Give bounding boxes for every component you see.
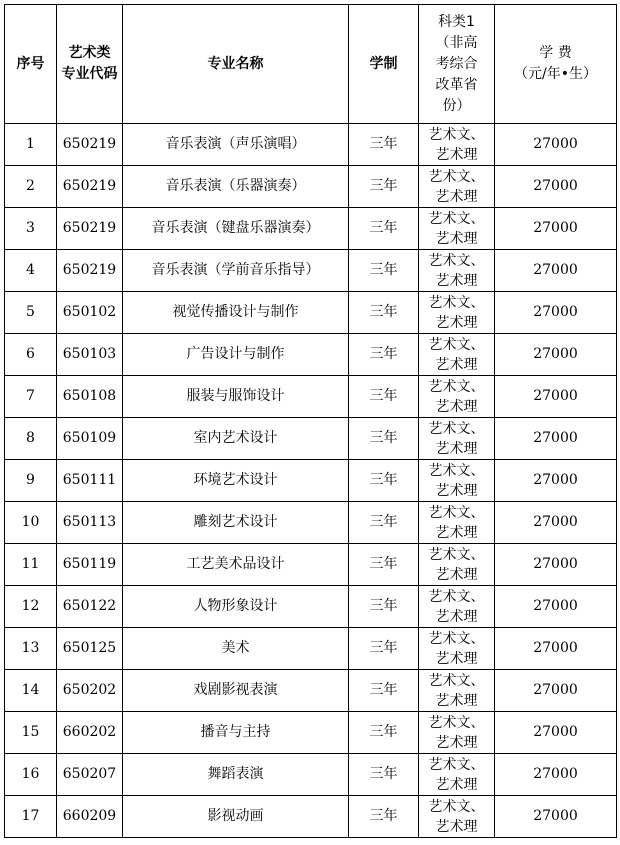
row-name: 服装与服饰设计 <box>123 376 349 418</box>
majors-table <box>4 4 617 838</box>
row-duration: 三年 <box>349 460 419 502</box>
row-category <box>419 250 495 292</box>
row-name: 工艺美术品设计 <box>123 544 349 586</box>
row-name: 戏剧影视表演 <box>123 670 349 712</box>
row-duration: 三年 <box>349 376 419 418</box>
row-fee: 27000 <box>495 502 617 544</box>
row-category-line2: 艺术理 <box>435 440 478 457</box>
row-category-line1: 艺术文、 <box>428 546 485 563</box>
row-category-line1: 艺术文、 <box>428 210 485 227</box>
row-duration: 三年 <box>349 502 419 544</box>
row-category <box>419 334 495 376</box>
table-row <box>5 208 617 250</box>
row-category-line1: 艺术文、 <box>428 756 485 773</box>
row-code: 660209 <box>57 796 123 838</box>
header-category-line4: 改革省 <box>435 76 478 93</box>
table-row <box>5 334 617 376</box>
row-category <box>419 376 495 418</box>
table-row <box>5 796 617 838</box>
row-fee: 27000 <box>495 376 617 418</box>
row-category-line2: 艺术理 <box>435 818 478 835</box>
row-category <box>419 460 495 502</box>
row-code: 650219 <box>57 208 123 250</box>
row-category <box>419 502 495 544</box>
row-category-line1: 艺术文、 <box>428 630 485 647</box>
row-category-line1: 艺术文、 <box>428 798 485 815</box>
row-code: 650119 <box>57 544 123 586</box>
row-category-line1: 艺术文、 <box>428 126 485 143</box>
row-name: 音乐表演（学前音乐指导） <box>123 250 349 292</box>
row-fee: 27000 <box>495 166 617 208</box>
row-name: 视觉传播设计与制作 <box>123 292 349 334</box>
row-index: 3 <box>5 208 57 250</box>
row-fee: 27000 <box>495 670 617 712</box>
row-fee: 27000 <box>495 754 617 796</box>
row-code: 650109 <box>57 418 123 460</box>
row-duration: 三年 <box>349 124 419 166</box>
row-code: 650219 <box>57 124 123 166</box>
row-index: 2 <box>5 166 57 208</box>
header-category-line1: 科类1 <box>438 13 475 30</box>
row-fee: 27000 <box>495 250 617 292</box>
row-code: 650103 <box>57 334 123 376</box>
row-duration: 三年 <box>349 628 419 670</box>
row-category-line1: 艺术文、 <box>428 672 485 689</box>
table-row <box>5 754 617 796</box>
row-fee: 27000 <box>495 460 617 502</box>
row-category <box>419 628 495 670</box>
row-duration: 三年 <box>349 166 419 208</box>
table-header <box>5 5 617 124</box>
row-fee: 27000 <box>495 334 617 376</box>
row-duration: 三年 <box>349 292 419 334</box>
row-category <box>419 208 495 250</box>
row-category-line2: 艺术理 <box>435 356 478 373</box>
header-code-line2: 专业代码 <box>61 66 118 82</box>
row-category-line2: 艺术理 <box>435 524 478 541</box>
row-fee: 27000 <box>495 796 617 838</box>
row-duration: 三年 <box>349 250 419 292</box>
table-body <box>5 124 617 838</box>
row-category <box>419 796 495 838</box>
row-name: 美术 <box>123 628 349 670</box>
header-code-line1: 艺术类 <box>68 45 111 61</box>
row-category-line1: 艺术文、 <box>428 294 485 311</box>
row-category-line1: 艺术文、 <box>428 462 485 479</box>
table-row <box>5 586 617 628</box>
row-category-line1: 艺术文、 <box>428 168 485 185</box>
row-category-line1: 艺术文、 <box>428 504 485 521</box>
row-category <box>419 124 495 166</box>
table-row <box>5 460 617 502</box>
row-category-line2: 艺术理 <box>435 734 478 751</box>
row-category-line1: 艺术文、 <box>428 252 485 269</box>
row-fee: 27000 <box>495 418 617 460</box>
header-category-line5: 份） <box>442 97 471 114</box>
row-name: 音乐表演（声乐演唱） <box>123 124 349 166</box>
row-code: 650122 <box>57 586 123 628</box>
header-duration: 学制 <box>349 5 419 124</box>
row-category-line1: 艺术文、 <box>428 336 485 353</box>
table-row <box>5 670 617 712</box>
row-category-line2: 艺术理 <box>435 314 478 331</box>
row-name: 音乐表演（乐器演奏） <box>123 166 349 208</box>
row-code: 650202 <box>57 670 123 712</box>
table-row <box>5 712 617 754</box>
row-index: 16 <box>5 754 57 796</box>
row-category-line1: 艺术文、 <box>428 588 485 605</box>
row-code: 650219 <box>57 250 123 292</box>
row-duration: 三年 <box>349 754 419 796</box>
row-duration: 三年 <box>349 334 419 376</box>
row-code: 650219 <box>57 166 123 208</box>
table-row <box>5 628 617 670</box>
row-category <box>419 292 495 334</box>
row-code: 650207 <box>57 754 123 796</box>
row-category-line2: 艺术理 <box>435 482 478 499</box>
row-category-line2: 艺术理 <box>435 650 478 667</box>
table-row <box>5 250 617 292</box>
row-name: 人物形象设计 <box>123 586 349 628</box>
table-row <box>5 418 617 460</box>
row-code: 660202 <box>57 712 123 754</box>
row-index: 9 <box>5 460 57 502</box>
row-name: 音乐表演（键盘乐器演奏） <box>123 208 349 250</box>
row-category-line2: 艺术理 <box>435 566 478 583</box>
row-category <box>419 586 495 628</box>
row-duration: 三年 <box>349 712 419 754</box>
row-category <box>419 670 495 712</box>
table-row <box>5 544 617 586</box>
header-fee-line2: （元/年•生） <box>514 66 597 82</box>
row-index: 15 <box>5 712 57 754</box>
row-category-line1: 艺术文、 <box>428 420 485 437</box>
row-fee: 27000 <box>495 712 617 754</box>
row-code: 650125 <box>57 628 123 670</box>
row-duration: 三年 <box>349 796 419 838</box>
row-duration: 三年 <box>349 544 419 586</box>
row-name: 环境艺术设计 <box>123 460 349 502</box>
row-index: 4 <box>5 250 57 292</box>
row-duration: 三年 <box>349 418 419 460</box>
row-name: 播音与主持 <box>123 712 349 754</box>
row-category <box>419 754 495 796</box>
row-code: 650111 <box>57 460 123 502</box>
row-fee: 27000 <box>495 544 617 586</box>
row-duration: 三年 <box>349 586 419 628</box>
header-name: 专业名称 <box>123 5 349 124</box>
row-fee: 27000 <box>495 124 617 166</box>
row-category-line2: 艺术理 <box>435 188 478 205</box>
header-fee <box>495 5 617 124</box>
row-code: 650113 <box>57 502 123 544</box>
table-row <box>5 124 617 166</box>
row-category-line2: 艺术理 <box>435 272 478 289</box>
row-index: 5 <box>5 292 57 334</box>
table-row <box>5 502 617 544</box>
row-index: 14 <box>5 670 57 712</box>
row-name: 广告设计与制作 <box>123 334 349 376</box>
row-index: 8 <box>5 418 57 460</box>
row-fee: 27000 <box>495 208 617 250</box>
row-duration: 三年 <box>349 670 419 712</box>
row-category-line1: 艺术文、 <box>428 378 485 395</box>
header-category-line2: （非高 <box>435 34 478 51</box>
row-index: 7 <box>5 376 57 418</box>
header-code <box>57 5 123 124</box>
row-name: 雕刻艺术设计 <box>123 502 349 544</box>
row-category <box>419 544 495 586</box>
row-category-line2: 艺术理 <box>435 398 478 415</box>
row-category-line2: 艺术理 <box>435 776 478 793</box>
header-category <box>419 5 495 124</box>
row-name: 舞蹈表演 <box>123 754 349 796</box>
row-fee: 27000 <box>495 628 617 670</box>
row-index: 13 <box>5 628 57 670</box>
row-category-line2: 艺术理 <box>435 230 478 247</box>
table-row <box>5 376 617 418</box>
row-category-line1: 艺术文、 <box>428 714 485 731</box>
row-index: 11 <box>5 544 57 586</box>
row-category-line2: 艺术理 <box>435 146 478 163</box>
header-category-line3: 考综合 <box>435 55 478 72</box>
row-index: 10 <box>5 502 57 544</box>
row-index: 12 <box>5 586 57 628</box>
row-category-line2: 艺术理 <box>435 608 478 625</box>
table-row <box>5 292 617 334</box>
row-index: 6 <box>5 334 57 376</box>
row-category-line2: 艺术理 <box>435 692 478 709</box>
row-fee: 27000 <box>495 586 617 628</box>
row-category <box>419 712 495 754</box>
header-fee-line1: 学 费 <box>539 45 572 61</box>
table-row <box>5 166 617 208</box>
row-name: 影视动画 <box>123 796 349 838</box>
row-category <box>419 418 495 460</box>
row-code: 650108 <box>57 376 123 418</box>
row-code: 650102 <box>57 292 123 334</box>
header-row <box>5 5 617 124</box>
row-duration: 三年 <box>349 208 419 250</box>
row-name: 室内艺术设计 <box>123 418 349 460</box>
header-index: 序号 <box>5 5 57 124</box>
row-index: 17 <box>5 796 57 838</box>
row-index: 1 <box>5 124 57 166</box>
row-fee: 27000 <box>495 292 617 334</box>
row-category <box>419 166 495 208</box>
